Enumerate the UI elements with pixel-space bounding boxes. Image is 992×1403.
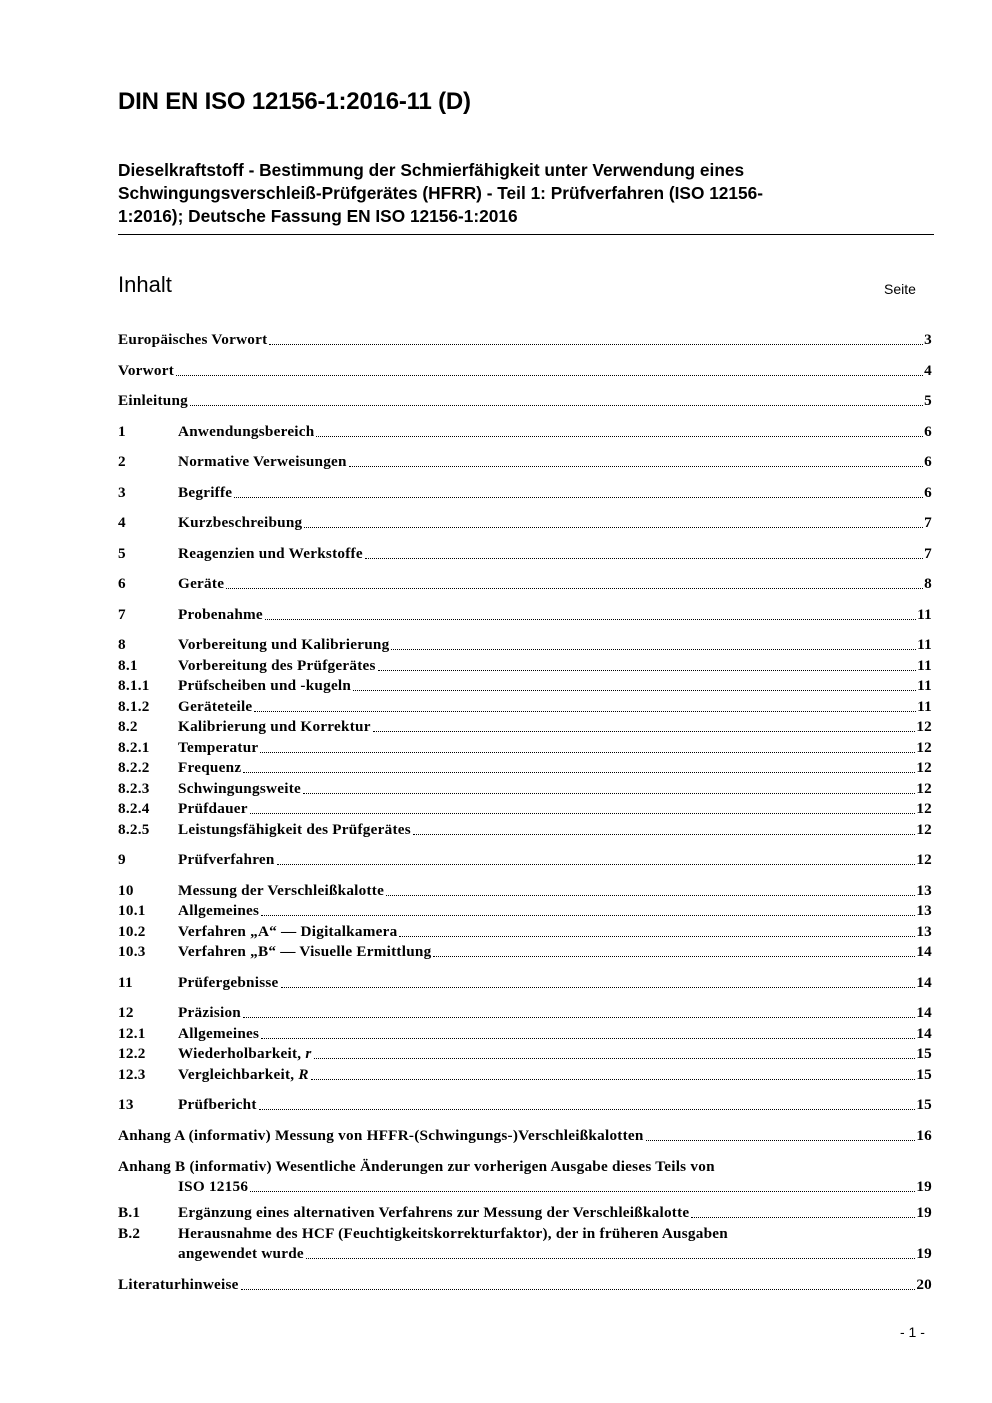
toc-page: 3 — [924, 331, 932, 348]
toc-title: Messung der Verschleißkalotte — [178, 882, 385, 899]
toc-page: 19 — [916, 1178, 932, 1195]
toc-title: Geräte — [178, 575, 225, 592]
toc-entry[interactable] — [118, 1065, 932, 1085]
toc-entry[interactable] — [118, 391, 932, 411]
toc-entry[interactable] — [118, 1126, 932, 1146]
toc-leader — [261, 1038, 915, 1039]
toc-title: Vorbereitung des Prüfgerätes — [178, 657, 376, 674]
toc-entry[interactable] — [118, 922, 932, 942]
toc-leader — [254, 711, 916, 712]
toc-page: 15 — [916, 1066, 932, 1083]
toc-page: 20 — [916, 1276, 932, 1293]
toc-number: 8.1.1 — [118, 677, 150, 694]
toc-entry[interactable] — [118, 1044, 932, 1064]
toc-title: Verfahren „B“ — Visuelle Ermittlung — [178, 943, 432, 960]
toc-number: 10.2 — [118, 923, 146, 940]
toc-entry[interactable] — [118, 881, 932, 901]
toc-leader — [433, 956, 915, 957]
toc-number: 12.3 — [118, 1066, 146, 1083]
toc-title-symbol: r — [305, 1045, 312, 1062]
toc-title: Vorwort — [118, 362, 175, 379]
toc-title: ISO 12156 — [178, 1178, 249, 1195]
toc-title: Prüfergebnisse — [178, 974, 279, 991]
toc-leader — [243, 772, 915, 773]
toc-page: 13 — [916, 923, 932, 940]
toc-entry[interactable] — [118, 1024, 932, 1044]
toc-entry[interactable] — [118, 330, 932, 350]
toc-title: Normative Verweisungen — [178, 453, 347, 470]
toc-title: Ergänzung eines alternativen Verfahrens zur Messung der Verschleißkalotte — [178, 1204, 690, 1221]
toc-number: 12.2 — [118, 1045, 146, 1062]
toc-entry[interactable] — [118, 452, 932, 472]
toc-title: Allgemeines — [178, 1025, 260, 1042]
toc-title: Reagenzien und Werkstoffe — [178, 545, 363, 562]
toc-leader — [176, 375, 923, 376]
toc-page: 14 — [916, 974, 932, 991]
toc-title: Probenahme — [178, 606, 263, 623]
toc-page: 12 — [916, 718, 932, 735]
toc-number: 9 — [118, 851, 126, 868]
toc-page: 11 — [917, 636, 932, 653]
toc-entry[interactable] — [118, 758, 932, 778]
toc-entry[interactable] — [118, 850, 932, 870]
toc-leader — [314, 1058, 916, 1059]
toc-title: Kalibrierung und Korrektur — [178, 718, 371, 735]
toc-number: 1 — [118, 423, 126, 440]
toc-title: Kurzbeschreibung — [178, 514, 303, 531]
toc-number: 8.1.2 — [118, 698, 150, 715]
toc-title: Leistungsfähigkeit des Prüfgerätes — [178, 821, 411, 838]
toc-leader — [646, 1140, 916, 1141]
toc-leader — [243, 1017, 915, 1018]
toc-entry[interactable] — [118, 1095, 932, 1115]
toc-leader — [413, 834, 915, 835]
toc-page: 15 — [916, 1045, 932, 1062]
toc-title: Prüfscheiben und -kugeln — [178, 677, 352, 694]
toc-leader — [260, 752, 915, 753]
toc-entry-continuation[interactable] — [118, 1177, 932, 1197]
toc-title: Literaturhinweise — [118, 1276, 239, 1293]
toc-leader — [349, 466, 923, 467]
toc-entry[interactable] — [118, 1275, 932, 1295]
toc-title — [178, 1044, 312, 1064]
toc-entry[interactable] — [118, 973, 932, 993]
toc-number: 12.1 — [118, 1025, 146, 1042]
toc-title — [178, 1065, 309, 1085]
toc-page: 14 — [916, 943, 932, 960]
title-line: Schwingungsverschleiß-Prüfgerätes (HFRR) - Teil 1: Prüfverfahren (ISO 12156- — [118, 183, 764, 203]
toc-number: 5 — [118, 545, 126, 562]
toc-entry[interactable] — [118, 605, 932, 625]
toc-title-text: Vergleichbarkeit, — [178, 1066, 299, 1083]
toc-number: 8.2 — [118, 718, 138, 735]
toc-title: Europäisches Vorwort — [118, 331, 268, 348]
toc-title: Herausnahme des HCF (Feuchtigkeitskorrekturfaktor), der in früheren Ausgaben — [178, 1225, 728, 1242]
toc-page: 5 — [924, 392, 932, 409]
toc-leader — [190, 405, 923, 406]
toc-page: 11 — [917, 657, 932, 674]
toc-page: 4 — [924, 362, 932, 379]
toc-number: 8 — [118, 636, 126, 653]
document-id: DIN EN ISO 12156-1:2016-11 (D) — [118, 88, 471, 115]
toc-title: Frequenz — [178, 759, 242, 776]
toc-page: 16 — [916, 1127, 932, 1144]
toc-title: Prüfbericht — [178, 1096, 257, 1113]
toc-page: 12 — [916, 800, 932, 817]
toc-number: 8.2.3 — [118, 780, 150, 797]
toc-entry[interactable] — [118, 574, 932, 594]
toc-entry[interactable] — [118, 483, 932, 503]
toc-number: B.2 — [118, 1225, 141, 1242]
toc-entry[interactable] — [118, 361, 932, 381]
toc-page: 12 — [916, 821, 932, 838]
toc-page: 7 — [924, 514, 932, 531]
toc-leader — [378, 670, 916, 671]
toc-title: Verfahren „A“ — Digitalkamera — [178, 923, 398, 940]
toc-entry[interactable] — [118, 738, 932, 758]
toc-entry[interactable] — [118, 799, 932, 819]
toc-page: 8 — [924, 575, 932, 592]
toc-page: 15 — [916, 1096, 932, 1113]
toc-entry[interactable] — [118, 544, 932, 564]
toc-page: 14 — [916, 1004, 932, 1021]
toc-title: Anhang A (informativ) Messung von HFFR-(Schwingungs-)Verschleißkalotten — [118, 1127, 644, 1144]
toc-page: 14 — [916, 1025, 932, 1042]
toc-title: Vorbereitung und Kalibrierung — [178, 636, 390, 653]
toc-leader — [277, 864, 916, 865]
toc-page: 13 — [916, 902, 932, 919]
toc-entry[interactable] — [118, 676, 932, 696]
toc-number: 10 — [118, 882, 134, 899]
toc-title: Geräteteile — [178, 698, 253, 715]
toc-number: 8.2.2 — [118, 759, 150, 776]
toc-title: Prüfverfahren — [178, 851, 275, 868]
toc-entry[interactable] — [118, 779, 932, 799]
toc-entry[interactable] — [118, 820, 932, 840]
toc-entry[interactable] — [118, 1157, 932, 1177]
toc-number: 11 — [118, 974, 133, 991]
toc-leader — [241, 1289, 916, 1290]
title-line: 1:2016); Deutsche Fassung EN ISO 12156-1:2016 — [118, 206, 518, 226]
toc-page: 6 — [924, 423, 932, 440]
toc-entry[interactable] — [118, 901, 932, 921]
toc-page: 7 — [924, 545, 932, 562]
toc-number: 8.1 — [118, 657, 138, 674]
toc-page: 12 — [916, 780, 932, 797]
toc-title-text: Wiederholbarkeit, — [178, 1045, 306, 1062]
toc-leader — [281, 987, 916, 988]
toc-leader — [304, 527, 923, 528]
toc-page: 12 — [916, 851, 932, 868]
toc-page: 19 — [916, 1204, 932, 1221]
toc-number: 8.2.5 — [118, 821, 150, 838]
toc-number: 2 — [118, 453, 126, 470]
toc-page: 6 — [924, 453, 932, 470]
toc-page: 11 — [917, 606, 932, 623]
toc-title: Prüfdauer — [178, 800, 248, 817]
toc-title: Schwingungsweite — [178, 780, 301, 797]
toc-entry[interactable] — [118, 635, 932, 655]
toc-entry-continuation[interactable] — [118, 1244, 932, 1264]
toc-page: 6 — [924, 484, 932, 501]
page-column-label: Seite — [884, 281, 916, 297]
toc-leader — [269, 344, 923, 345]
toc-leader — [386, 895, 915, 896]
toc-leader — [365, 558, 923, 559]
toc-page: 19 — [916, 1245, 932, 1262]
toc-entry[interactable] — [118, 1203, 932, 1223]
toc-leader — [399, 936, 915, 937]
contents-heading: Inhalt — [118, 272, 172, 297]
toc-entry[interactable] — [118, 717, 932, 737]
toc-entry[interactable] — [118, 422, 932, 442]
toc-number: 10.3 — [118, 943, 146, 960]
toc-number: 3 — [118, 484, 126, 501]
toc-leader — [259, 1109, 916, 1110]
toc-entry[interactable] — [118, 656, 932, 676]
toc-leader — [391, 649, 916, 650]
toc-page: 13 — [916, 882, 932, 899]
toc-leader — [303, 793, 915, 794]
toc-leader — [373, 731, 916, 732]
toc-page: 12 — [916, 739, 932, 756]
toc-number: 12 — [118, 1004, 134, 1021]
toc-number: 8.2.4 — [118, 800, 150, 817]
toc-page: 11 — [917, 677, 932, 694]
page-number: - 1 - — [900, 1324, 925, 1340]
toc-leader — [353, 690, 916, 691]
toc-title: Anwendungsbereich — [178, 423, 315, 440]
toc-leader — [691, 1217, 915, 1218]
toc-entry[interactable] — [118, 942, 932, 962]
toc-leader — [265, 619, 916, 620]
toc-title: Einleitung — [118, 392, 189, 409]
toc-title: Allgemeines — [178, 902, 260, 919]
toc-leader — [226, 588, 923, 589]
title-line: Dieselkraftstoff - Bestimmung der Schmierfähigkeit unter Verwendung eines — [118, 160, 745, 180]
toc-entry[interactable] — [118, 697, 932, 717]
title-rule — [118, 234, 934, 235]
toc-leader — [250, 1191, 915, 1192]
toc-title: angewendet wurde — [178, 1245, 304, 1262]
toc-title: Temperatur — [178, 739, 259, 756]
toc-number: 10.1 — [118, 902, 146, 919]
toc-number: 8.2.1 — [118, 739, 150, 756]
toc-leader — [311, 1079, 916, 1080]
toc-number: 7 — [118, 606, 126, 623]
toc-number: 6 — [118, 575, 126, 592]
toc-entry[interactable] — [118, 1224, 932, 1244]
toc-page: 12 — [916, 759, 932, 776]
toc-number: 13 — [118, 1096, 134, 1113]
toc-page: 11 — [917, 698, 932, 715]
toc-title: Präzision — [178, 1004, 241, 1021]
toc-leader — [316, 436, 923, 437]
toc-leader — [250, 813, 916, 814]
toc-title: Begriffe — [178, 484, 233, 501]
toc-number: 4 — [118, 514, 126, 531]
toc-leader — [306, 1258, 915, 1259]
toc-title: Anhang B (informativ) Wesentliche Änderungen zur vorherigen Ausgabe dieses Teils von — [118, 1158, 715, 1175]
toc-entry[interactable] — [118, 1003, 932, 1023]
toc-entry[interactable] — [118, 513, 932, 533]
toc-title-symbol: R — [298, 1066, 309, 1083]
toc-leader — [261, 915, 915, 916]
toc-leader — [234, 497, 923, 498]
toc-number: B.1 — [118, 1204, 141, 1221]
document-title — [118, 159, 888, 228]
